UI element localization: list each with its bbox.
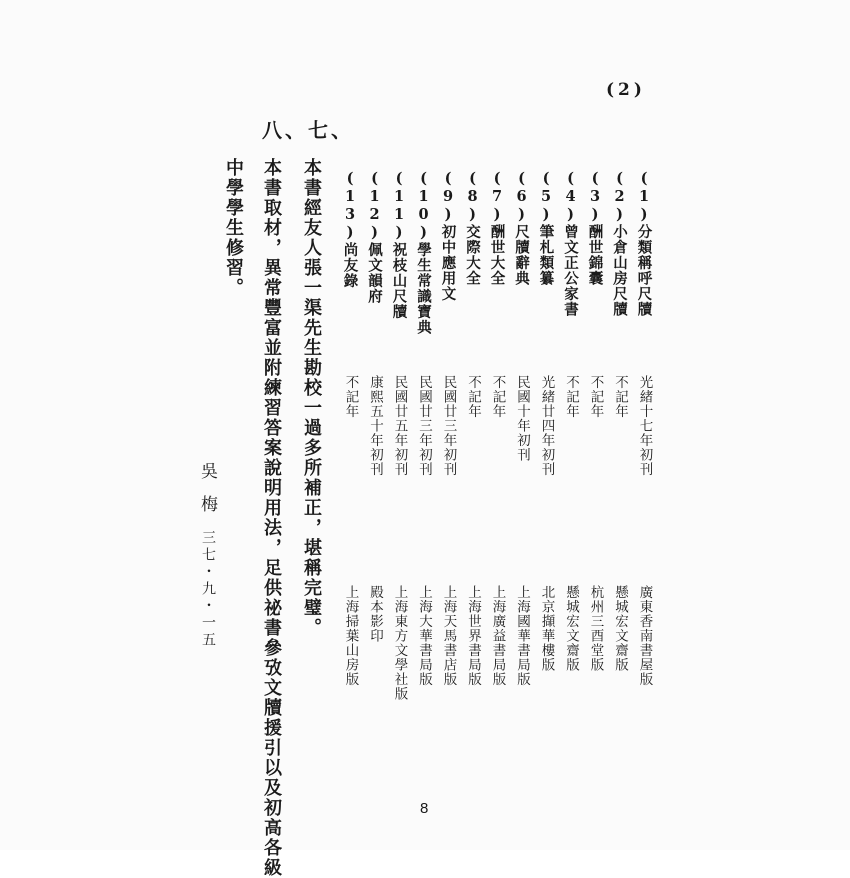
book-date: 不記年 (612, 375, 628, 419)
book-title: (13)尚友錄 (341, 170, 359, 289)
book-title: (5)筆札類纂 (537, 170, 555, 286)
book-publisher: 上海大華書局版 (416, 585, 432, 687)
book-title: (4)曾文正公家書 (562, 170, 579, 317)
book-publisher: 上海東方文學社版 (391, 585, 408, 701)
book-date: 民國廿五年初刊 (391, 375, 408, 477)
book-date: 民國廿三年初刊 (440, 375, 457, 477)
book-date: 光緒廿四年初刊 (538, 375, 555, 477)
book-date: 不記年 (342, 375, 359, 419)
book-title: (7)酬世大全 (488, 170, 506, 286)
book-date: 民國廿三年初刊 (416, 375, 432, 477)
book-date: 不記年 (465, 375, 481, 419)
author-signature: 吳梅 (197, 462, 217, 528)
book-publisher: 上海廣益書局版 (489, 585, 506, 687)
book-publisher: 上海天馬書店版 (440, 585, 457, 687)
book-publisher: 懸城宏文齋版 (612, 585, 628, 672)
book-publisher: 上海國華書局版 (514, 585, 530, 687)
book-date: 不記年 (489, 375, 506, 419)
book-date: 不記年 (563, 375, 579, 419)
book-publisher: 杭州三酉堂版 (587, 585, 604, 672)
book-date: 康熙五十年初刊 (367, 375, 383, 477)
book-title: (9)初中應用文 (439, 170, 457, 302)
book-publisher: 廣東香南書屋版 (636, 585, 653, 687)
book-title: (2)小倉山房尺牘 (611, 170, 628, 317)
book-title: (6)尺牘辭典 (513, 170, 530, 286)
paragraph-8-line-1: 本書取材，異常豐富並附練習答案說明用法，足供祕書參攷文牘援引以及初高各級 (261, 158, 282, 878)
book-publisher: 殿本影印 (367, 585, 383, 643)
book-publisher: 懸城宏文齋版 (563, 585, 579, 672)
book-date: 光緒十七年初刊 (636, 375, 653, 477)
paragraph-8-line-2: 中學學生修習。 (223, 158, 244, 298)
book-title: (10)學生常識寶典 (415, 170, 432, 335)
book-publisher: 上海掃葉山房版 (342, 585, 359, 687)
page-number: 8 (420, 800, 429, 817)
book-title: (11)祝枝山尺牘 (390, 170, 408, 320)
book-title: (3)酬世錦囊 (586, 170, 604, 286)
book-date: 民國十年初刊 (514, 375, 530, 462)
book-title: (1)分類稱呼尺牘 (635, 170, 653, 317)
signature-date: 三七・九・一五 (200, 530, 216, 649)
book-title: (8)交際大全 (464, 170, 481, 286)
book-date: 不記年 (587, 375, 604, 419)
paragraph-7: 本書經友人張一渠先生勘校一過多所補正，堪稱完璧。 (301, 158, 322, 638)
section-labels: 八、七、 (262, 118, 354, 142)
book-title: (12)佩文韻府 (366, 170, 383, 304)
book-publisher: 北京擷華樓版 (538, 585, 555, 672)
book-publisher: 上海世界書局版 (465, 585, 481, 687)
page-marker: (2) (606, 80, 646, 100)
